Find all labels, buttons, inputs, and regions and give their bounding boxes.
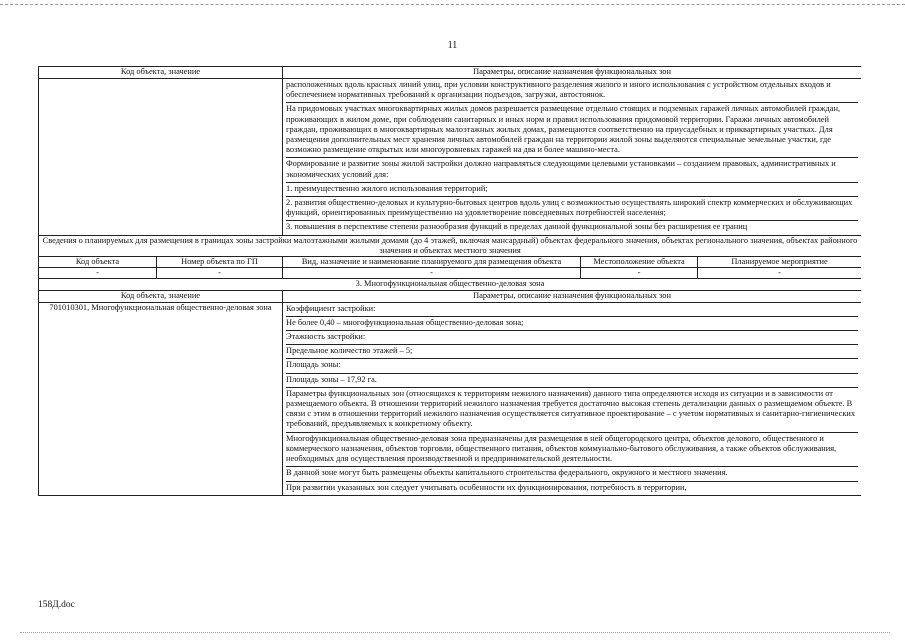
section3-paragraph: Этажность застройки: <box>286 331 858 345</box>
section3-paragraph: В данной зоне могут быть размещены объекты капитального строительства федерального, окружного и местного значения. <box>286 467 858 481</box>
section3-row <box>39 302 862 495</box>
section3-header-row <box>39 290 862 302</box>
section1-paragraph: расположенных вдоль красных линий улиц, при условии конструктивного разделения жилого и иного использования с устройством отдельных входов и обеспечением нормативных требований к организации подъездов, загрузки, автостоянок. <box>286 79 858 103</box>
scan-edge-top <box>0 4 905 5</box>
section1-row <box>39 79 862 236</box>
section3-paragraph: Многофункциональная общественно-деловая зона предназначены для размещения в ней общегородского центра, объектов делового, общественного и коммерческого назначения, объектов торговли, общественного питания, объектов коммунально-бытового обслуживания, а также объектов обслуживания, необходимых для осуществления производственной и предпринимательской деятельности. <box>286 433 858 468</box>
section1-paragraph: 1. преимущественно жилого использования территорий; <box>286 183 858 197</box>
section1-paragraph: 2. развития общественно-деловых и культурно-бытовых центров вдоль улиц с возможностью осуществлять широкий спектр коммерческих и обслуживающих функций, ориентированных преимущественно на удовлетворение повседневных потребностей населения; <box>286 197 858 221</box>
planned-col-code: Код объекта <box>39 257 157 268</box>
section3-code: 701010301, Многофункциональная общественно-деловая зона <box>39 302 283 495</box>
scan-edge-bottom <box>20 632 890 633</box>
planned-data-row <box>39 268 862 279</box>
page-number: 11 <box>447 40 458 51</box>
section3-paragraph: Предельное количество этажей – 5; <box>286 345 858 359</box>
section3-paragraph: При развитии указанных зон следует учитывать особенности их функционирования, потребность в территории, <box>286 482 687 492</box>
section1-code-cell <box>39 79 283 236</box>
header-params: Параметры, описание назначения функциональных зон <box>283 67 861 79</box>
section1-params-cell <box>283 79 861 236</box>
section1-paragraph: 3. повышения в перспективе степени разнообразия функций в пределах данной функциональной зоны без расширения ее границ <box>286 222 748 232</box>
section3-params-cell <box>283 302 861 495</box>
section3-paragraph: Не более 0,40 – многофункциональная общественно-деловая зона; <box>286 317 858 331</box>
planned-cell: - <box>581 268 698 279</box>
planned-col-action: Планируемое мероприятие <box>698 257 861 268</box>
header-code: Код объекта, значение <box>39 67 283 79</box>
table-header-row <box>39 67 862 79</box>
section3-paragraph: Параметры функциональных зон (относящихся к территориям нежилого назначения) данного типа определяются исходя из ситуации и в зависимости от размещаемого объекта. В отношении территорий нежилого назначения требуется достаточно высокая степень детализации данных о размещаемом объекте. В связи с этим в отношении территорий нежилого назначения осуществляется ситуативное проектирование – с учетом нормативных и санитарно-гигиенических требований, предъявляемых к конкретному объекту. <box>286 388 858 433</box>
zones-table <box>38 66 861 496</box>
planned-cell: - <box>157 268 283 279</box>
footer-filename: 158Д.doc <box>38 600 75 610</box>
planned-col-number: Номер объекта по ГП <box>157 257 283 268</box>
header-code: Код объекта, значение <box>39 290 283 302</box>
section1-paragraph: На придомовых участках многоквартирных жилых домов разрешается размещение отдельно стоящих и подземных гаражей личных автомобилей граждан, проживающих в жилом доме, при соблюдении санитарных и иных норм и правил использования придомовой территории. Гаражи личных автомобилей граждан, проживающих в многоквартирных малоэтажных жилых домах, размещаются соответственно на приусадебных и приквартирных участках. Для размещения дополнительных мест хранения личных автомобилей граждан на территории жилой зоны выделяются специальные земельные участки, где возможно размещение открытых или многоуровневых гаражей на два и более машино-места. <box>286 103 858 158</box>
section3-paragraph: Площадь зоны – 17,92 га. <box>286 374 858 388</box>
section3-title-row <box>39 279 862 290</box>
header-params: Параметры, описание назначения функциональных зон <box>283 290 861 302</box>
planned-cell: - <box>283 268 581 279</box>
planned-col-location: Местоположение объекта <box>581 257 698 268</box>
planned-cell: - <box>698 268 861 279</box>
planned-info-text: Сведения о планируемых для размещения в границах зоны застройки малоэтажными жилыми домами (до 4 этажей, включая мансардный) объектах федерального значения, объектах регионального значения, объектах районного значения и объектах местного значения <box>39 235 862 256</box>
section3-paragraph: Площадь зоны: <box>286 359 858 373</box>
document-body <box>38 66 861 594</box>
planned-col-kind: Вид, назначение и наименование планируемого для размещения объекта <box>283 257 581 268</box>
planned-columns-row <box>39 257 862 268</box>
planned-info-row <box>39 235 862 256</box>
section3-title: 3. Многофункциональная общественно-деловая зона <box>39 279 862 290</box>
section1-paragraph: Формирование и развитие зоны жилой застройки должно направляться следующими целевыми установками – созданием правовых, административных и экономических условий для: <box>286 158 858 182</box>
planned-cell: - <box>39 268 157 279</box>
section3-paragraph: Коэффициент застройки: <box>286 303 858 317</box>
